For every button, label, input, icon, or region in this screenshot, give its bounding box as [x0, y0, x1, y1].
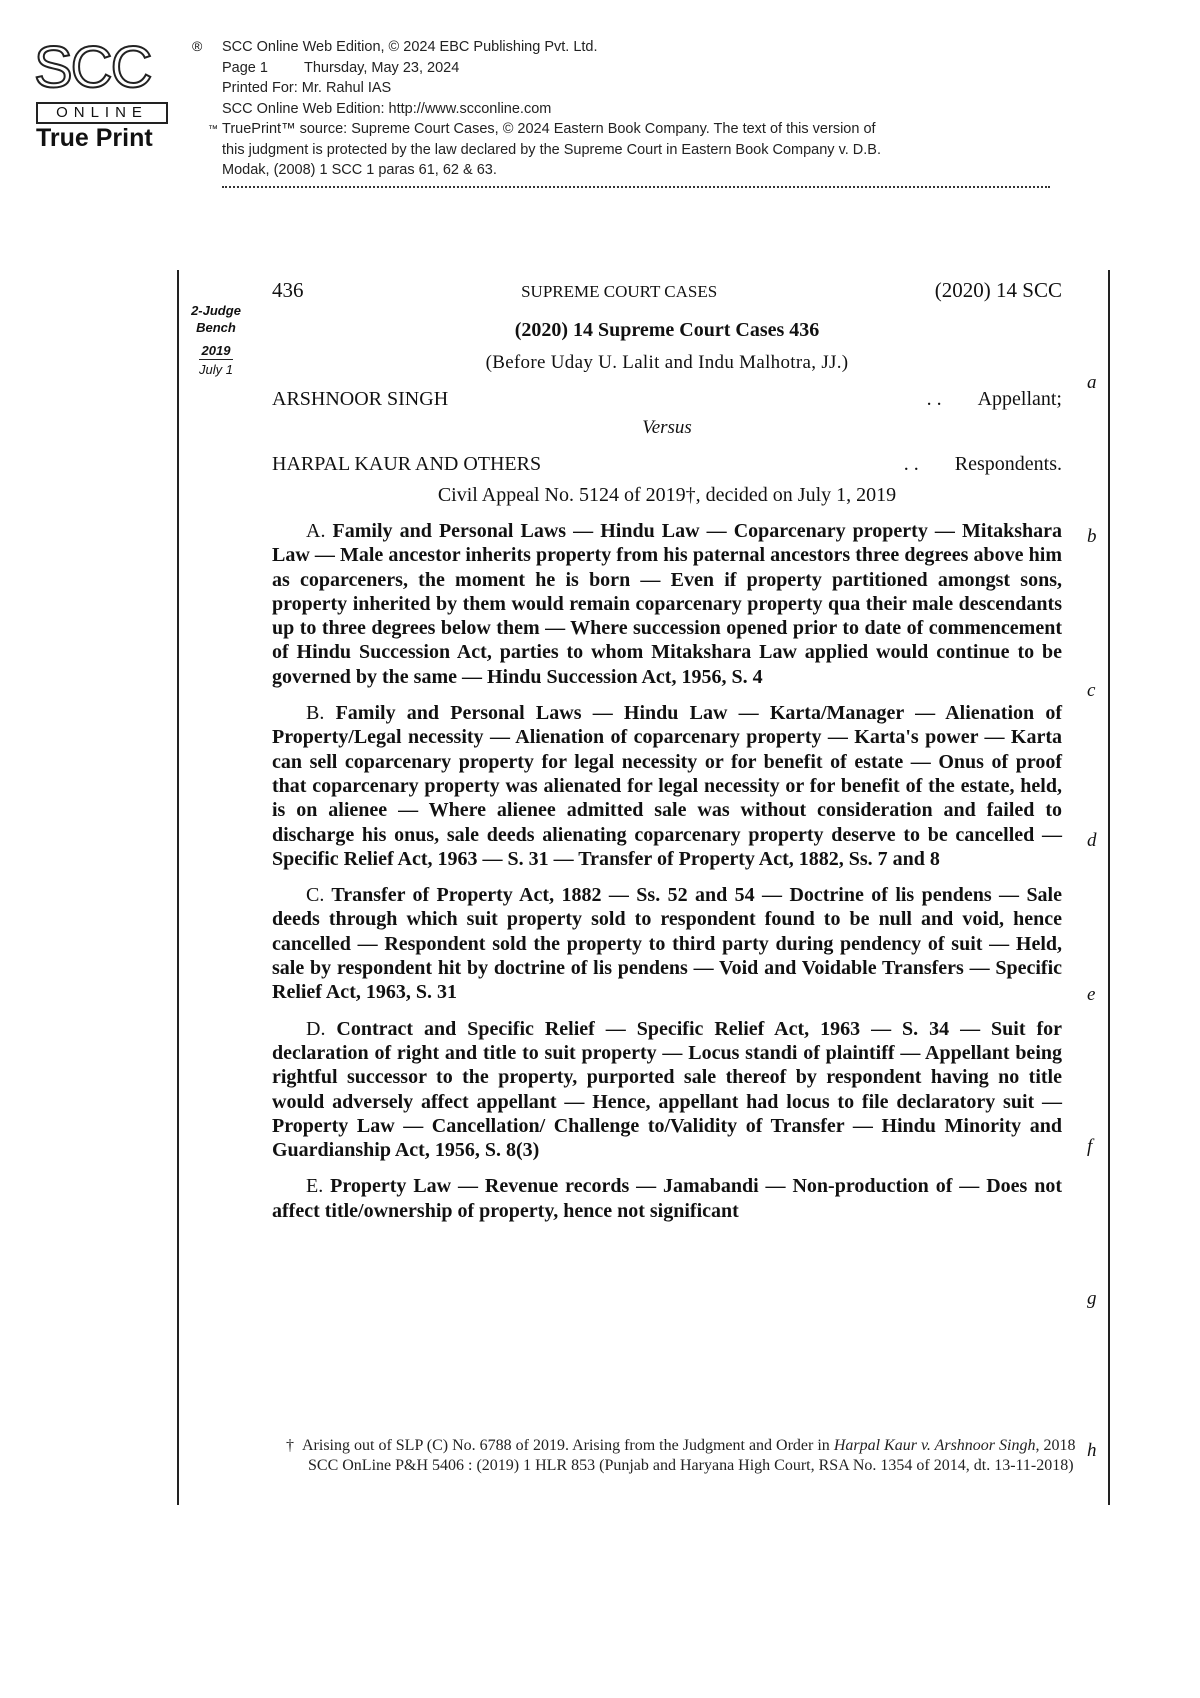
- judgment-body: [272, 278, 1062, 1223]
- page-date-line: [222, 58, 1022, 79]
- margin-letter-h: h: [1087, 1440, 1097, 1461]
- logo-online-text: ONLINE: [36, 102, 168, 124]
- headnote-text: Property Law — Revenue records — Jamabandi — Non-production of — Does not affect title/ownership of property, hence not significant: [272, 1175, 1063, 1222]
- respondent-role: Respondents.: [954, 453, 1062, 475]
- case-citation: (2020) 14 Supreme Court Cases 436: [514, 319, 820, 341]
- source-line-1: TruePrint™ source: Supreme Court Cases, © 2024 Eastern Book Company. The text of this version of: [222, 121, 876, 137]
- headnote-b: [272, 701, 1062, 871]
- respondent-name: HARPAL KAUR AND OTHERS: [272, 453, 542, 475]
- running-head: [272, 278, 1062, 303]
- headnote-a: [272, 519, 1062, 689]
- trademark-mark: ™: [208, 124, 218, 135]
- logo-scc-text: SCC: [34, 35, 151, 100]
- header-dotted-rule: [222, 186, 1050, 188]
- leader-dots: . .: [903, 453, 919, 475]
- registered-mark: ®: [192, 38, 203, 54]
- page-number-label: Page 1: [222, 59, 268, 76]
- headnote-text: Family and Personal Laws — Hindu Law — Coparcenary property — Mitakshara Law — Male ancestor inherits property from his paternal ancestors three degrees above him as coparceners, the moment he is born — Even if property partitioned amongst sons, property inherited by them would remain coparcenary property qua their male descendants up to three degrees below them — Where succession opened prior to date of commencement of Hindu Succession Act, parties to whom Mitakshara Law applied would continue to be governed by the same — Hindu Succession Act, 1956, S. 4: [272, 520, 1063, 688]
- margin-letter-b: b: [1087, 526, 1097, 547]
- footnote-text: Arising out of SLP (C) No. 6788 of 2019. Arising from the Judgment and Order in: [302, 1437, 830, 1454]
- logo-true-print-text: True Print: [36, 124, 153, 152]
- headnote-letter: E.: [306, 1175, 324, 1198]
- margin-letter-f: f: [1087, 1136, 1093, 1157]
- margin-letter-e: e: [1087, 984, 1096, 1005]
- right-frame-line: [1108, 270, 1110, 1505]
- versus-label: Versus: [642, 417, 692, 438]
- headnote-letter: D.: [306, 1017, 326, 1040]
- margin-letter-a: a: [1087, 372, 1097, 393]
- copyright-line: SCC Online Web Edition, © 2024 EBC Publishing Pvt. Ltd.: [222, 39, 598, 55]
- headnote-text: Contract and Specific Relief — Specific Relief Act, 1963 — S. 34 — Suit for declaration of right and title to suit property — Locus standi of plaintiff — Appellant being rightful successor to the property, purported sale thereof by respondent having no title would adversely affect appellant — Hence, appellant had locus to file declaratory suit — Property Law — Cancellation/ Challenge to/Validity of Transfer — Hindu Minority and Guardianship Act, 1956, S. 8(3): [272, 1017, 1062, 1162]
- volume-citation: (2020) 14 SCC: [934, 278, 1062, 302]
- margin-letter-g: g: [1087, 1288, 1097, 1309]
- bench-side-note: [186, 302, 246, 378]
- appeal-details: Civil Appeal No. 5124 of 2019†, decided on July 1, 2019: [437, 484, 897, 506]
- print-date: Thursday, May 23, 2024: [303, 59, 460, 76]
- footnote-mark: †: [286, 1437, 294, 1454]
- appellant-row: [272, 388, 1062, 411]
- scc-online-logo: [34, 35, 218, 152]
- headnote-letter: C.: [306, 884, 325, 907]
- source-line-3: Modak, (2008) 1 SCC 1 paras 61, 62 & 63.: [222, 162, 497, 178]
- running-title: SUPREME COURT CASES: [521, 282, 718, 301]
- left-frame-line: [177, 270, 179, 1505]
- source-line-2: this judgment is protected by the law declared by the Supreme Court in Eastern Book Company v. D.B.: [222, 141, 882, 158]
- print-header: [222, 37, 1022, 181]
- margin-letter-c: c: [1087, 680, 1096, 701]
- appellant-name: ARSHNOOR SINGH: [272, 388, 449, 410]
- footnote: [272, 1436, 1098, 1476]
- headnote-c: [272, 883, 1062, 1004]
- web-edition-line: SCC Online Web Edition: http://www.scconline.com: [222, 100, 552, 117]
- bench-label: 2-Judge Bench: [191, 303, 241, 335]
- bench-year: 2019: [201, 343, 231, 358]
- appellant-role: Appellant;: [977, 388, 1062, 410]
- footnote-case-name: Harpal Kaur v. Arshnoor Singh: [833, 1437, 1036, 1454]
- headnote-e: [272, 1174, 1062, 1223]
- margin-letter-d: d: [1087, 830, 1097, 851]
- headnote-d: [272, 1017, 1062, 1163]
- leader-dots: . .: [926, 388, 942, 410]
- headnote-text: Transfer of Property Act, 1882 — Ss. 52 and 54 — Doctrine of lis pendens — Sale deeds through which suit property sold to respondent found to be null and void, hence cancelled — Respondent sold the property to third party during pendency of suit — Held, sale by respondent hit by doctrine of lis pendens — Void and Voidable Transfers — Specific Relief Act, 1963, S. 31: [272, 884, 1062, 1004]
- respondent-row: [272, 453, 1062, 476]
- headnote-letter: A.: [306, 520, 326, 542]
- bench-date: July 1: [199, 359, 233, 378]
- headnote-letter: B.: [306, 702, 325, 725]
- printed-for-line: Printed For: Mr. Rahul IAS: [222, 80, 392, 96]
- page-number: 436: [272, 278, 304, 302]
- headnote-text: Family and Personal Laws — Hindu Law — Karta/Manager — Alienation of Property/Legal necessity — Alienation of coparcenary property — Karta's power — Karta can sell coparcenary property for legal necessity or for benefit of estate — Onus of proof that coparcenary property was alienated for legal necessity or for benefit of the estate, held, is on alienee — Where alienee admitted sale was without consideration and failed to discharge his onus, sale deeds alienating coparcenary property deserve to be cancelled — Specific Relief Act, 1963 — S. 31 — Transfer of Property Act, 1882, Ss. 7 and 8: [272, 702, 1063, 870]
- bench-judges: (Before Uday U. Lalit and Indu Malhotra, JJ.): [485, 352, 849, 373]
- footnote-citation: , 2018 SCC OnLine P&H 5406 : (2019) 1 HLR 853 (Punjab and Haryana High Court, RSA No. 1354 of 2014, dt. 13-11-2018): [308, 1437, 1076, 1474]
